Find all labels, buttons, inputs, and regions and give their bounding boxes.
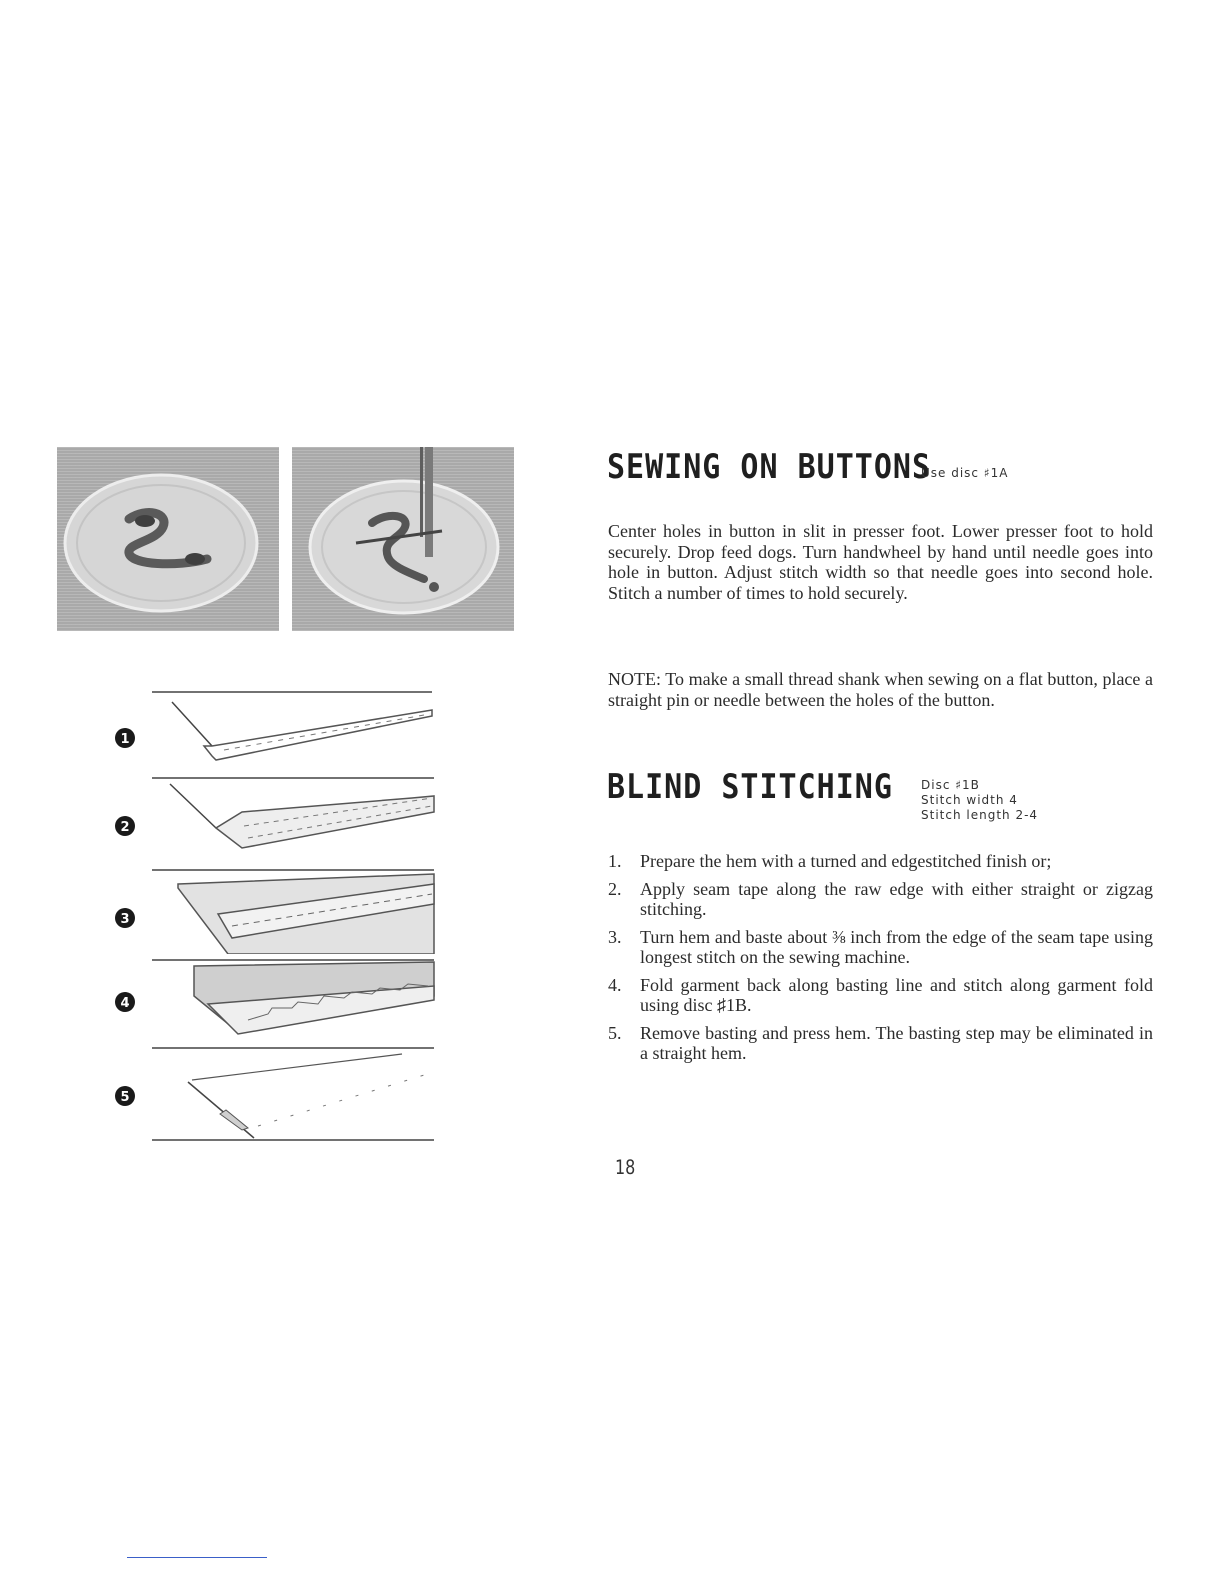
step-number: 4. — [608, 974, 622, 995]
step-number: 3. — [608, 926, 622, 947]
svg-text:3: 3 — [120, 912, 130, 927]
hem-figure-4 — [108, 956, 438, 1040]
stitch-length-label: Stitch length 2-4 — [921, 808, 1039, 822]
list-item — [608, 879, 1153, 920]
footer-rule — [127, 1557, 267, 1558]
stitch-width-label: Stitch width 4 — [921, 793, 1018, 807]
list-item — [608, 1023, 1153, 1064]
button-photo-sewing — [292, 447, 514, 631]
heading-sewing-buttons: SEWING ON BUTTONS — [607, 448, 932, 488]
list-item — [608, 975, 1153, 1016]
step-text: Apply seam tape along the raw edge with either straight or zigzag stitching. — [640, 878, 1153, 919]
step-text: Turn hem and baste about ⅜ inch from the edge of the seam tape using longest stitch on the sewing machine. — [640, 926, 1153, 967]
svg-text:4: 4 — [120, 996, 130, 1011]
step-text: Remove basting and press hem. The basting step may be eliminated in a straight hem. — [640, 1022, 1153, 1063]
step-text: Fold garment back along basting line and stitch along garment fold using disc ♯1B. — [640, 974, 1153, 1015]
disc-1b-label: Disc ♯1B — [921, 778, 980, 792]
hem-figure-3 — [108, 860, 438, 954]
hem-figure-1 — [108, 686, 438, 768]
button-photo-before — [57, 447, 279, 631]
blind-stitch-settings — [921, 778, 1038, 823]
step-number: 2. — [608, 878, 622, 899]
sewing-buttons-note: NOTE: To make a small thread shank when sewing on a flat button, place a straight pin or needle between the holes of the button. — [608, 669, 1153, 710]
disc-1a-label: Use disc ♯1A — [921, 466, 1009, 480]
hem-figure-2 — [108, 772, 438, 854]
step-number: 5. — [608, 1022, 622, 1043]
sewing-buttons-paragraph: Center holes in button in slit in presser foot. Lower presser foot to hold securely. Drop feed dogs. Turn handwheel by hand until needle goes into hole in button. Adjust stitch width so that needle goes into second hole. Stitch a number of times to hold securely. — [608, 521, 1153, 603]
step-number: 1. — [608, 851, 622, 871]
svg-text:2: 2 — [120, 820, 130, 835]
list-item — [608, 851, 1153, 872]
hem-figure-5 — [108, 1044, 438, 1144]
heading-blind-stitching: BLIND STITCHING — [607, 768, 893, 808]
blind-stitch-steps — [608, 851, 1153, 1071]
step-text: Prepare the hem with a turned and edgestitched finish or; — [640, 851, 1052, 871]
svg-text:5: 5 — [120, 1090, 130, 1105]
svg-text:1: 1 — [120, 732, 130, 747]
page-number: 18 — [615, 1156, 636, 1179]
list-item — [608, 927, 1153, 968]
